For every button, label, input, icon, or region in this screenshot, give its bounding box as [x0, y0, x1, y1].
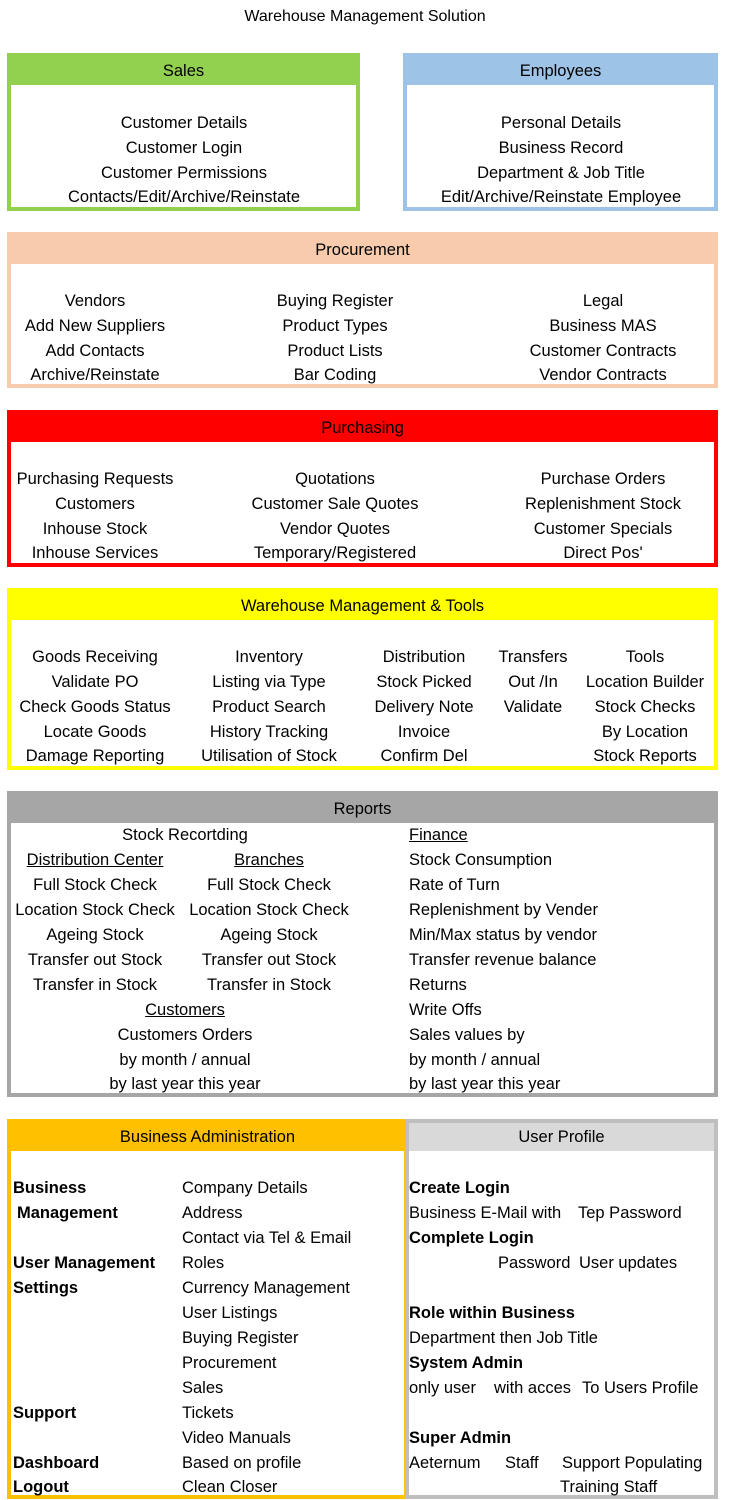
procurement-item: Legal: [582, 292, 624, 310]
sales-item: Contacts/Edit/Archive/Reinstate: [67, 188, 301, 206]
employees-header: Employees: [407, 57, 714, 85]
reports-dc-item: Transfer out Stock: [27, 951, 163, 969]
purchasing-item: Customer Sale Quotes: [251, 495, 419, 513]
admin-value: Sales: [182, 1379, 224, 1397]
sales-panel: [7, 53, 360, 211]
reports-distribution-center: Distribution Center: [26, 851, 164, 869]
reports-finance-item: by month / annual: [409, 1051, 541, 1069]
up-super-admin: Super Admin: [409, 1429, 512, 1447]
warehouse-item: Delivery Note: [374, 698, 474, 716]
admin-value: Address: [182, 1204, 243, 1222]
employees-item: Business Record: [498, 139, 624, 157]
reports-branches: Branches: [234, 851, 304, 869]
admin-value: Buying Register: [182, 1329, 299, 1347]
warehouse-item: Listing via Type: [212, 673, 326, 691]
admin-value: User Listings: [182, 1304, 278, 1322]
warehouse-item: History Tracking: [209, 723, 329, 741]
up-dept-job: Department then Job Title: [409, 1329, 598, 1347]
procurement-item: Add New Suppliers: [24, 317, 166, 335]
admin-value: Clean Closer: [182, 1478, 278, 1496]
reports-dc-item: Transfer in Stock: [32, 976, 158, 994]
reports-panel: [7, 791, 718, 1097]
warehouse-item: By Location: [601, 723, 689, 741]
up-email-b: Tep Password: [578, 1204, 682, 1222]
up-email-a: Business E-Mail with: [409, 1204, 562, 1222]
warehouse-item: Locate Goods: [43, 723, 147, 741]
reports-branch-item: Full Stock Check: [207, 876, 331, 894]
warehouse-item: Validate PO: [51, 673, 139, 691]
purchasing-item: Customers: [55, 495, 135, 513]
procurement-item: Product Lists: [287, 342, 383, 360]
purchasing-item: Temporary/Registered: [253, 544, 417, 562]
up-aeternum: Aeternum: [409, 1454, 481, 1472]
employees-item: Department & Job Title: [477, 164, 645, 182]
warehouse-item: Distribution: [382, 648, 466, 666]
warehouse-panel: [7, 588, 718, 770]
page-title: Warehouse Management Solution: [244, 8, 486, 25]
up-support-populating: Support Populating: [562, 1454, 703, 1472]
sales-item: Customer Details: [120, 114, 248, 132]
warehouse-item: Damage Reporting: [25, 747, 165, 765]
reports-finance-item: Rate of Turn: [409, 876, 500, 894]
procurement-item: Vendors: [64, 292, 126, 310]
sales-header: Sales: [11, 57, 356, 85]
warehouse-item: Stock Checks: [594, 698, 696, 716]
purchasing-item: Quotations: [295, 470, 375, 488]
purchasing-item: Inhouse Stock: [42, 520, 148, 538]
reports-branch-item: Transfer in Stock: [206, 976, 332, 994]
procurement-item: Bar Coding: [293, 366, 377, 384]
business-admin-panel: [7, 1119, 408, 1499]
purchasing-item: Purchase Orders: [540, 470, 666, 488]
label-management: Management: [17, 1204, 118, 1222]
warehouse-item: Stock Picked: [376, 673, 472, 691]
employees-item: Personal Details: [500, 114, 622, 132]
warehouse-item: Check Goods Status: [19, 698, 171, 716]
reports-dc-item: Ageing Stock: [46, 926, 144, 944]
warehouse-item: Transfers: [498, 648, 568, 666]
up-training-staff: Training Staff: [560, 1478, 658, 1496]
reports-stock-recording: Stock Recortding: [122, 826, 248, 844]
reports-finance-item: Sales values by: [409, 1026, 525, 1044]
admin-value: Tickets: [182, 1404, 234, 1422]
reports-customer-item: by month / annual: [119, 1051, 251, 1069]
reports-branch-item: Ageing Stock: [220, 926, 318, 944]
warehouse-item: Goods Receiving: [32, 648, 158, 666]
user-profile-header: User Profile: [409, 1123, 714, 1151]
reports-dc-item: Full Stock Check: [33, 876, 157, 894]
up-with-access: with acces: [494, 1379, 572, 1397]
reports-finance-item: Stock Consumption: [409, 851, 553, 869]
label-logout: Logout: [13, 1478, 69, 1496]
warehouse-item: Out /In: [508, 673, 558, 691]
sales-item: Customer Permissions: [101, 164, 267, 182]
reports-header: Reports: [11, 795, 714, 823]
user-profile-panel: [405, 1119, 718, 1499]
purchasing-item: Purchasing Requests: [16, 470, 174, 488]
warehouse-header: Warehouse Management & Tools: [11, 592, 714, 620]
warehouse-item: Invoice: [397, 723, 451, 741]
reports-customer-item: by last year this year: [109, 1075, 261, 1093]
purchasing-panel: [7, 410, 718, 567]
reports-branch-item: Location Stock Check: [189, 901, 349, 919]
reports-customer-item: Customers Orders: [117, 1026, 253, 1044]
reports-customers: Customers: [145, 1001, 225, 1019]
employees-item: Edit/Archive/Reinstate Employee: [440, 188, 682, 206]
business-admin-header: Business Administration: [11, 1123, 404, 1151]
up-role-within: Role within Business: [409, 1304, 575, 1322]
label-business: Business: [13, 1179, 87, 1197]
purchasing-item: Direct Pos': [563, 544, 643, 562]
reports-finance-item: Replenishment by Vender: [409, 901, 598, 919]
admin-value: Contact via Tel & Email: [182, 1229, 352, 1247]
up-system-admin: System Admin: [409, 1354, 524, 1372]
purchasing-header: Purchasing: [11, 414, 714, 442]
employees-panel: [403, 53, 718, 211]
procurement-item: Customer Contracts: [529, 342, 677, 360]
warehouse-item: Inventory: [235, 648, 303, 666]
purchasing-item: Customer Specials: [533, 520, 673, 538]
label-settings: Settings: [13, 1279, 79, 1297]
warehouse-item: Validate: [503, 698, 563, 716]
admin-value: Video Manuals: [182, 1429, 291, 1447]
admin-value: Based on profile: [182, 1454, 302, 1472]
procurement-item: Business MAS: [549, 317, 657, 335]
warehouse-item: Stock Reports: [593, 747, 697, 765]
admin-value: Company Details: [182, 1179, 308, 1197]
warehouse-item: Product Search: [212, 698, 326, 716]
procurement-item: Vendor Contracts: [539, 366, 667, 384]
reports-finance-item: by last year this year: [409, 1075, 561, 1093]
procurement-item: Product Types: [282, 317, 388, 335]
reports-finance-item: Min/Max status by vendor: [409, 926, 597, 944]
up-user-updates: User updates: [579, 1254, 678, 1272]
admin-value: Roles: [182, 1254, 225, 1272]
procurement-panel: [7, 232, 718, 388]
label-dashboard: Dashboard: [13, 1454, 100, 1472]
reports-branch-item: Transfer out Stock: [201, 951, 337, 969]
up-create-login: Create Login: [409, 1179, 510, 1197]
reports-finance-item: Write Offs: [409, 1001, 482, 1019]
reports-finance-item: Returns: [409, 976, 467, 994]
purchasing-item: Inhouse Services: [31, 544, 159, 562]
purchasing-item: Replenishment Stock: [525, 495, 681, 513]
reports-finance: Finance: [409, 826, 468, 844]
purchasing-item: Vendor Quotes: [279, 520, 391, 538]
procurement-item: Archive/Reinstate: [30, 366, 160, 384]
warehouse-item: Tools: [625, 648, 665, 666]
up-password: Password: [498, 1254, 571, 1272]
reports-dc-item: Location Stock Check: [15, 901, 175, 919]
warehouse-item: Confirm Del: [380, 747, 468, 765]
warehouse-item: Utilisation of Stock: [201, 747, 337, 765]
admin-value: Procurement: [182, 1354, 277, 1372]
procurement-header: Procurement: [11, 236, 714, 264]
warehouse-item: Location Builder: [585, 673, 705, 691]
procurement-item: Buying Register: [276, 292, 394, 310]
label-user-management: User Management: [13, 1254, 156, 1272]
admin-value: Currency Management: [182, 1279, 350, 1297]
up-to-users-profile: To Users Profile: [582, 1379, 699, 1397]
up-complete-login: Complete Login: [409, 1229, 534, 1247]
up-only-user: only user: [409, 1379, 476, 1397]
sales-item: Customer Login: [125, 139, 243, 157]
up-staff: Staff: [505, 1454, 539, 1472]
reports-finance-item: Transfer revenue balance: [409, 951, 597, 969]
label-support: Support: [13, 1404, 77, 1422]
procurement-item: Add Contacts: [45, 342, 145, 360]
